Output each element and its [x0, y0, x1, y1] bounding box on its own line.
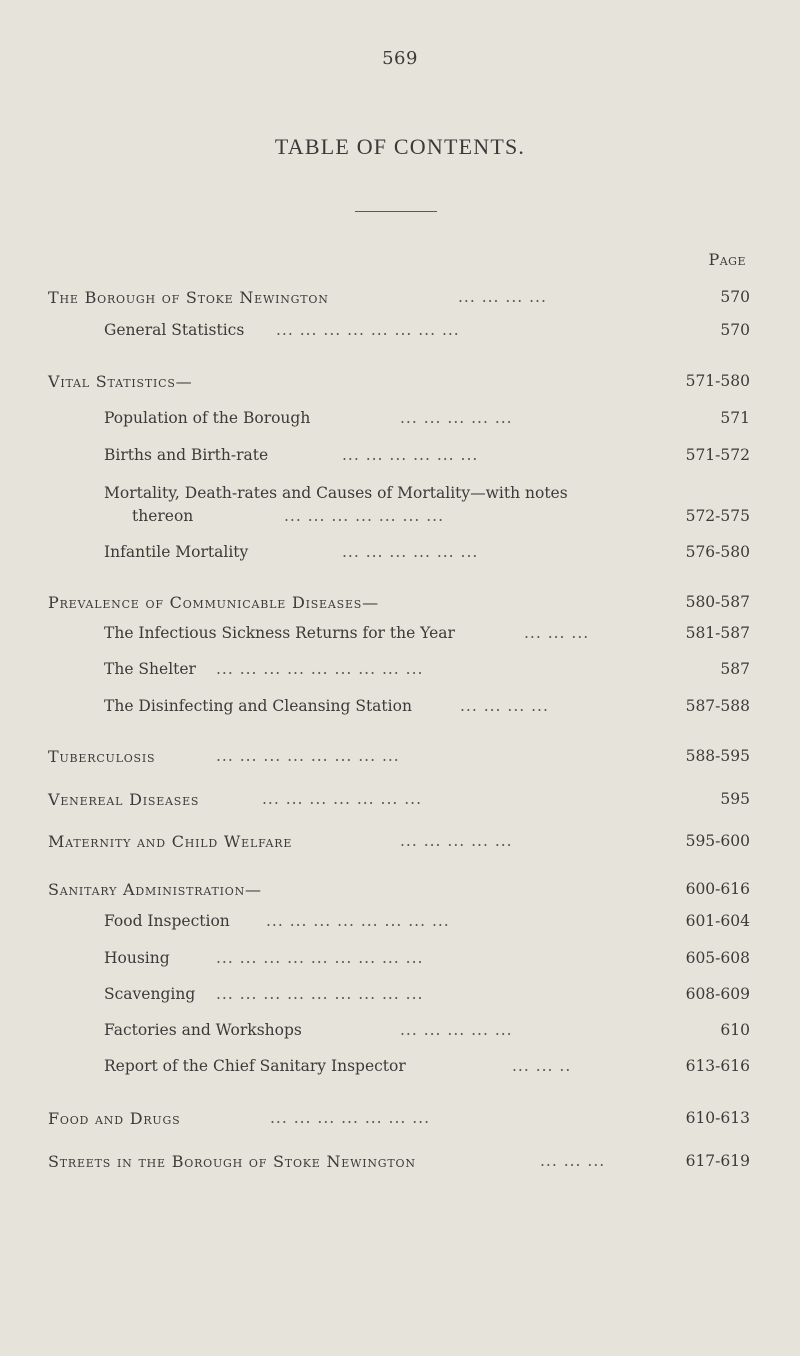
- toc-label: The Disinfecting and Cleansing Station: [104, 697, 412, 715]
- toc-leader: ... ... ... ... ... ... ... ...: [276, 321, 460, 339]
- toc-page: 587: [720, 660, 750, 678]
- toc-leader: ... ... ... ... ... ... ...: [270, 1109, 431, 1127]
- toc-entry-population: [0, 409, 800, 433]
- toc-label: The Borough of Stoke Newington: [48, 288, 329, 307]
- toc-entry-streets: [0, 1152, 800, 1176]
- toc-leader: ... ... ...: [540, 1152, 606, 1170]
- toc-leader: ... ... ... ... ...: [400, 1021, 513, 1039]
- toc-page: 570: [720, 288, 750, 306]
- toc-label: Population of the Borough: [104, 409, 311, 427]
- toc-leader: ... ... ...: [524, 624, 590, 642]
- toc-page: 600-616: [685, 880, 750, 898]
- toc-entry-communicable: [0, 593, 800, 617]
- toc-leader: ... ... ... ... ... ...: [342, 543, 479, 561]
- toc-label: Prevalence of Communicable Diseases—: [48, 593, 379, 612]
- toc-leader: ... ... ... ... ... ...: [342, 446, 479, 464]
- toc-page: 617-619: [685, 1152, 750, 1170]
- toc-label: Maternity and Child Welfare: [48, 832, 293, 851]
- toc-leader: ... ... ... ... ... ... ... ... ...: [216, 949, 424, 967]
- toc-leader: ... ... ... ... ...: [400, 409, 513, 427]
- title-rule: [355, 211, 437, 212]
- toc-entry-report: [0, 1057, 800, 1081]
- toc-entry-scavenging: [0, 985, 800, 1009]
- toc-leader: ... ... ... ... ... ... ... ...: [266, 912, 450, 930]
- toc-leader: ... ... ... ...: [460, 697, 549, 715]
- toc-label: Report of the Chief Sanitary Inspector: [104, 1057, 406, 1075]
- toc-entry-borough: [0, 288, 800, 312]
- toc-entry-venereal: [0, 790, 800, 814]
- toc-entry-births: [0, 446, 800, 470]
- toc-label: Sanitary Administration—: [48, 880, 262, 899]
- toc-entry-disinfecting: [0, 697, 800, 721]
- toc-page: 613-616: [685, 1057, 750, 1075]
- toc-label: Infantile Mortality: [104, 543, 249, 561]
- toc-page: 571: [720, 409, 750, 427]
- toc-label: Housing: [104, 949, 170, 967]
- toc-entry-food-drugs: [0, 1109, 800, 1133]
- page-column-header: Page: [708, 250, 746, 269]
- toc-label: Food Inspection: [104, 912, 230, 930]
- toc-entry-mortality-cont: [0, 507, 800, 531]
- toc-leader: ... ... ... ... ... ... ...: [284, 507, 445, 525]
- toc-entry-shelter: [0, 660, 800, 684]
- toc-label: Tuberculosis: [48, 747, 156, 766]
- toc-leader: ... ... ... ...: [458, 288, 547, 306]
- toc-page: 587-588: [685, 697, 750, 715]
- toc-leader: ... ... ... ... ...: [400, 832, 513, 850]
- toc-page: 595: [720, 790, 750, 808]
- toc-leader: ... ... ... ... ... ... ...: [262, 790, 423, 808]
- toc-page: 610: [720, 1021, 750, 1039]
- toc-entry-sanitary: [0, 880, 800, 904]
- toc-label: Births and Birth-rate: [104, 446, 269, 464]
- page-title: TABLE OF CONTENTS.: [274, 134, 526, 159]
- toc-page: 571-580: [685, 372, 750, 390]
- toc-label: thereon: [132, 507, 194, 525]
- toc-label: Scavenging: [104, 985, 196, 1003]
- toc-page: 570: [720, 321, 750, 339]
- toc-page: 605-608: [685, 949, 750, 967]
- toc-page: 576-580: [685, 543, 750, 561]
- toc-entry-vital-statistics: [0, 372, 800, 396]
- toc-leader: ... ... ..: [512, 1057, 572, 1075]
- toc-entry-factories: [0, 1021, 800, 1045]
- toc-entry-maternity: [0, 832, 800, 856]
- toc-entry-tuberculosis: [0, 747, 800, 771]
- toc-label: Mortality, Death-rates and Causes of Mortality—with notes: [104, 484, 568, 502]
- toc-entry-mortality: [0, 484, 800, 508]
- toc-label: Vital Statistics—: [48, 372, 193, 391]
- toc-label: Food and Drugs: [48, 1109, 181, 1128]
- toc-leader: ... ... ... ... ... ... ... ...: [216, 747, 400, 765]
- toc-page: 571-572: [685, 446, 750, 464]
- toc-page: 588-595: [685, 747, 750, 765]
- toc-entry-food-inspection: [0, 912, 800, 936]
- toc-page: 580-587: [685, 593, 750, 611]
- toc-page: 610-613: [685, 1109, 750, 1127]
- toc-leader: ... ... ... ... ... ... ... ... ...: [216, 660, 424, 678]
- toc-entry-housing: [0, 949, 800, 973]
- toc-label: The Shelter: [104, 660, 196, 678]
- page-number: 569: [382, 48, 418, 69]
- toc-page: 601-604: [685, 912, 750, 930]
- toc-label: Venereal Diseases: [48, 790, 200, 809]
- toc-page: 608-609: [685, 985, 750, 1003]
- toc-page: 581-587: [685, 624, 750, 642]
- toc-entry-infantile: [0, 543, 800, 567]
- toc-leader: ... ... ... ... ... ... ... ... ...: [216, 985, 424, 1003]
- toc-label: General Statistics: [104, 321, 245, 339]
- toc-page: 572-575: [685, 507, 750, 525]
- toc-label: Streets in the Borough of Stoke Newington: [48, 1152, 416, 1171]
- toc-entry-infectious: [0, 624, 800, 648]
- toc-label: The Infectious Sickness Returns for the Year: [104, 624, 455, 642]
- toc-page: 595-600: [685, 832, 750, 850]
- toc-entry-general-statistics: [0, 321, 800, 345]
- toc-label: Factories and Workshops: [104, 1021, 302, 1039]
